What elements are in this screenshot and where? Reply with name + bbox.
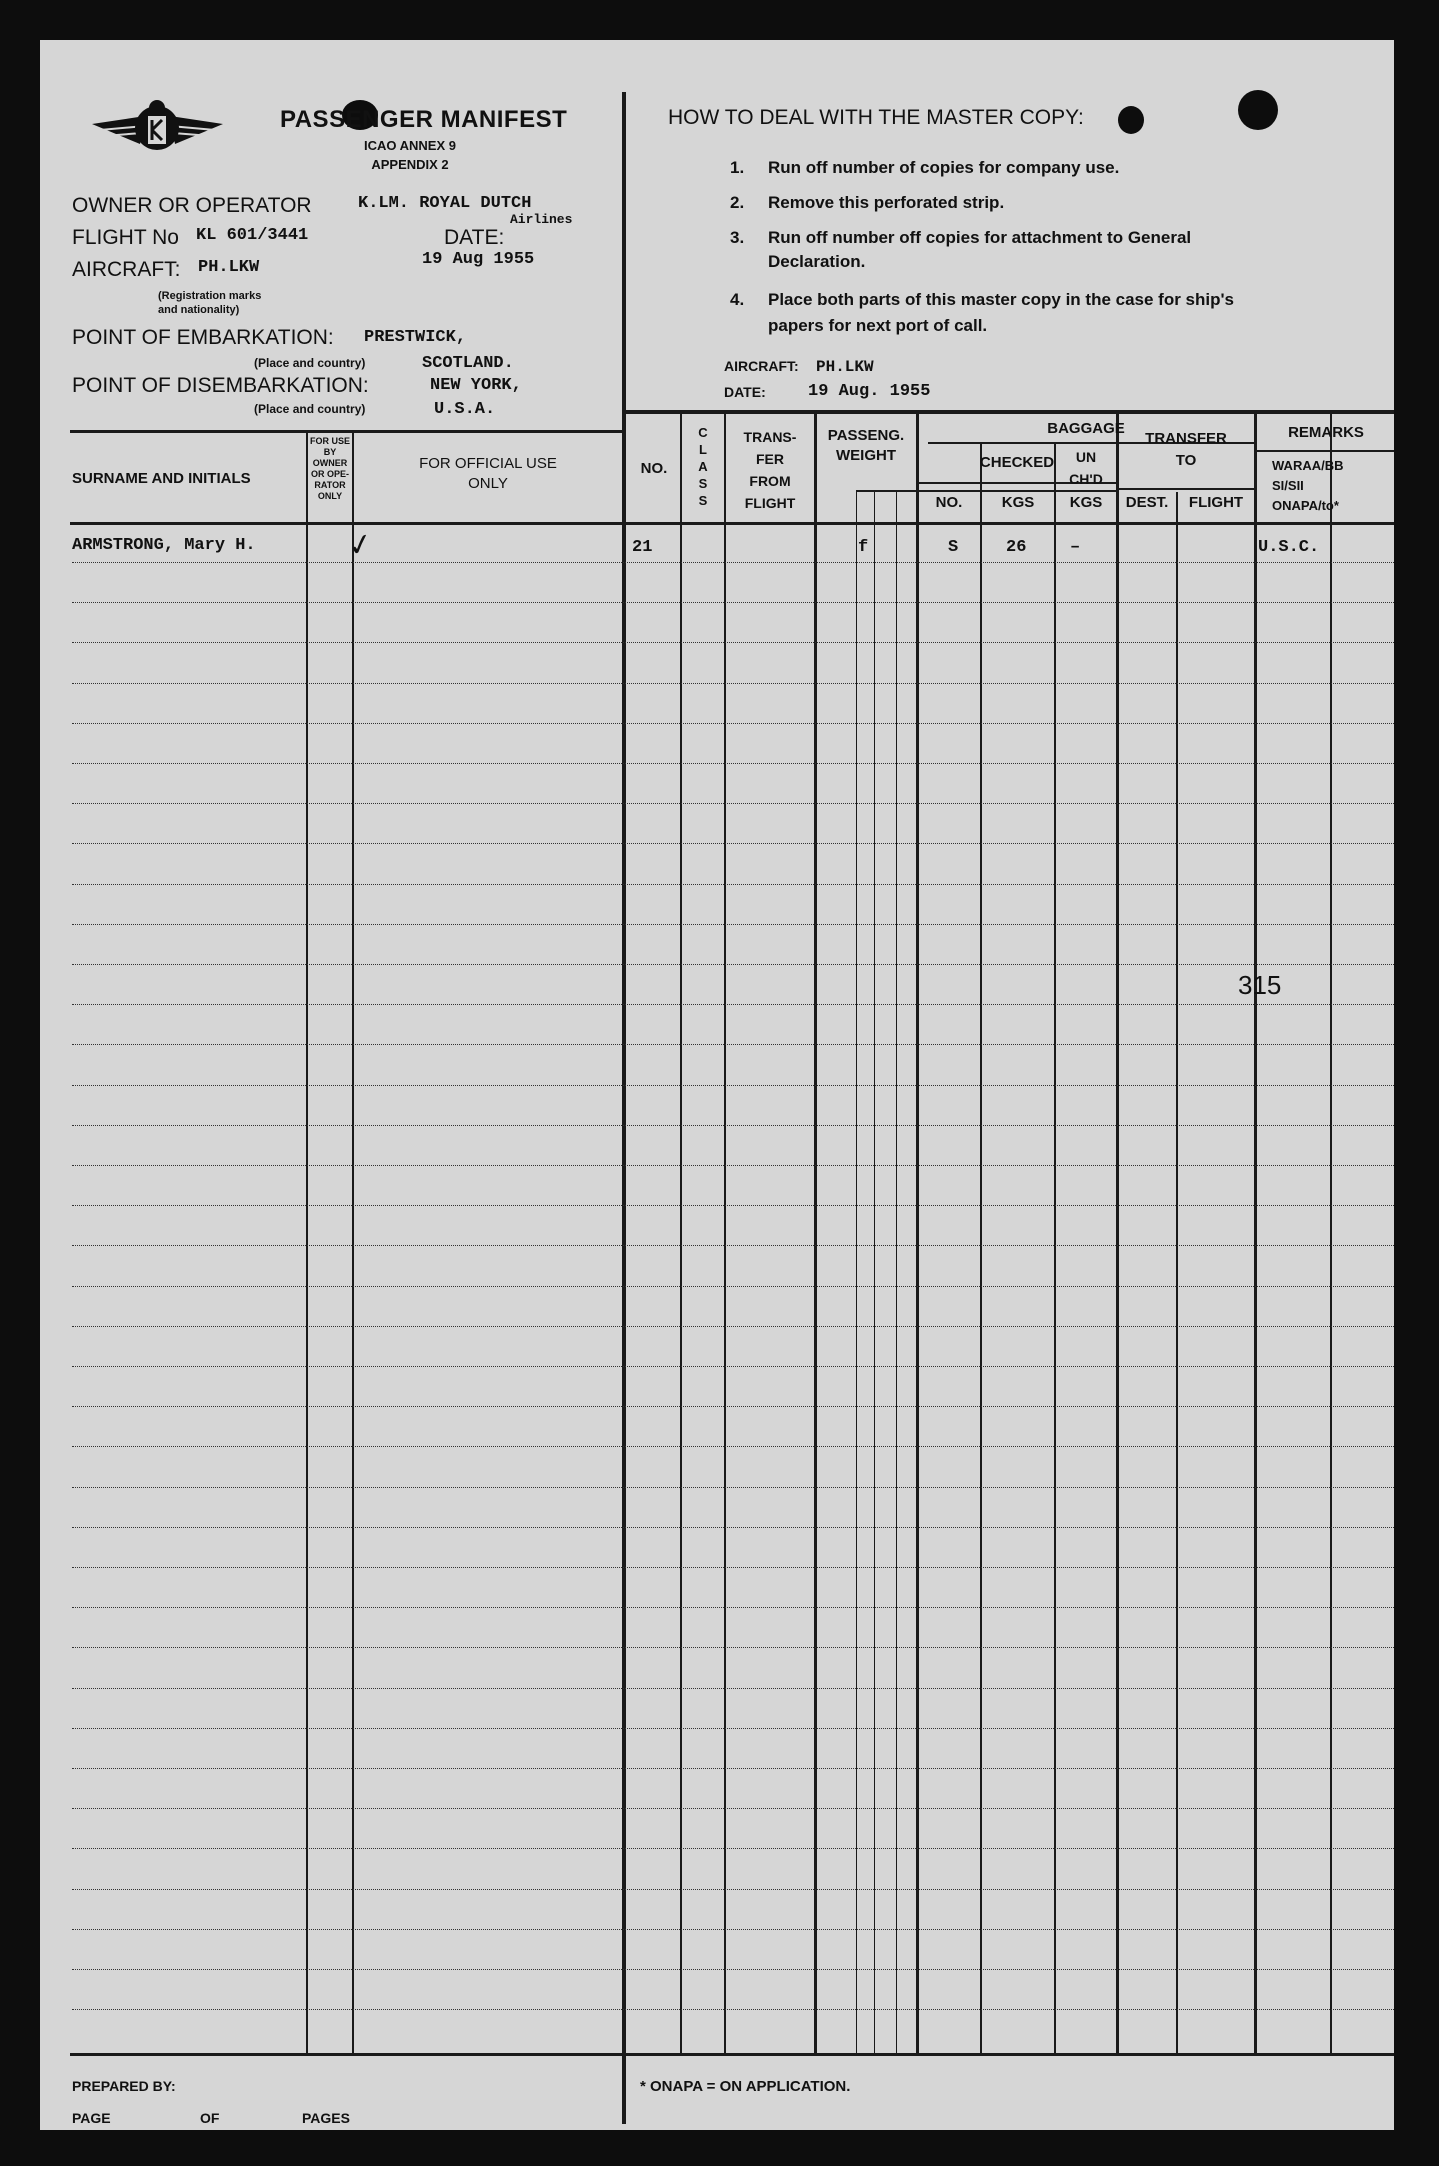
instructions-heading: HOW TO DEAL WITH THE MASTER COPY: (668, 106, 1084, 129)
disembark-value: NEW YORK, (430, 376, 522, 395)
row-rule (72, 1446, 1394, 1447)
disembark-label: POINT OF DISEMBARKATION: (72, 374, 369, 397)
table-top-rule-left (70, 430, 622, 433)
onapa-note: * ONAPA = ON APPLICATION. (640, 2078, 851, 2095)
row-rule (72, 1527, 1394, 1528)
col-header-flight: FLIGHT (1188, 494, 1244, 511)
column-divider (874, 492, 875, 2054)
embark-value: PRESTWICK, (364, 328, 467, 347)
col-header-bag-kgs: KGS (1001, 494, 1035, 511)
date-value: 19 Aug 1955 (422, 250, 535, 269)
column-divider (856, 492, 857, 2054)
column-divider (352, 431, 354, 2054)
owner-value: K.LM. ROYAL DUTCH (358, 194, 532, 213)
strip-date-value: 19 Aug. 1955 (808, 382, 931, 401)
manifest-sheet (40, 40, 1394, 2130)
baggage-kgs: 26 (1006, 538, 1027, 557)
row-rule (72, 1647, 1394, 1648)
instruction-text: Run off number off copies for attachment to General (768, 228, 1192, 247)
header-bottom-rule (70, 522, 1394, 525)
col-header-remarks-sub: WARAA/BB SI/SII ONAPA/to* (1272, 458, 1344, 513)
annex-label: ICAO ANNEX 9 (364, 138, 456, 153)
aircraft-value: PH.LKW (198, 258, 260, 277)
registration-note: and nationality) (158, 304, 240, 316)
col-header-class: C L A S S (698, 425, 708, 508)
instruction-num: 3. (730, 228, 745, 247)
owner-label: OWNER OR OPERATOR (72, 194, 312, 217)
instruction-text: Remove this perforated strip. (768, 193, 1005, 212)
flight-value: KL 601/3441 (196, 226, 309, 245)
punch-hole (1238, 90, 1278, 130)
owner-value-2: Airlines (510, 212, 573, 227)
unchecked-kgs: – (1070, 538, 1081, 557)
row-rule (72, 602, 1394, 603)
instruction-num: 2. (730, 193, 745, 212)
aircraft-label: AIRCRAFT: (72, 258, 181, 281)
row-rule (72, 642, 1394, 643)
col-header-dest: DEST. (1125, 494, 1169, 511)
passenger-weight: f (858, 538, 869, 557)
col-header-transfer-to: TRANSFER TO (1145, 430, 1227, 469)
margin-note: 315 (1238, 970, 1282, 1000)
row-rule (72, 1487, 1394, 1488)
row-rule (72, 683, 1394, 684)
row-rule (72, 2009, 1394, 2010)
col-header-unchd: UN CH'D (1069, 449, 1103, 487)
passenger-no: 21 (632, 538, 653, 557)
column-divider (896, 492, 897, 2054)
table-top-rule (626, 410, 1394, 414)
row-rule (72, 924, 1394, 925)
col-header-surname: SURNAME AND INITIALS (72, 470, 251, 487)
instruction-text: papers for next port of call. (768, 316, 988, 335)
row-rule (72, 1165, 1394, 1166)
instruction-text: Place both parts of this master copy in the case for ship's (768, 290, 1234, 309)
row-rule (72, 723, 1394, 724)
remarks-subrule (1256, 450, 1394, 452)
pages-label: PAGES (302, 2110, 350, 2126)
col-header-no: NO. (640, 460, 668, 477)
row-rule (72, 1889, 1394, 1890)
passenger-name: ARMSTRONG, Mary H. (72, 536, 256, 555)
perforation-divider (622, 92, 626, 2124)
of-label: OF (200, 2110, 220, 2126)
col-header-for-use: FOR USE BY OWNER OR OPE- RATOR ONLY (309, 436, 350, 501)
appendix-label: APPENDIX 2 (371, 157, 449, 172)
row-rule (72, 1848, 1394, 1849)
row-rule (72, 1808, 1394, 1809)
page-label: PAGE (72, 2110, 111, 2126)
row-rule (72, 1205, 1394, 1206)
embark-note: (Place and country) (254, 356, 366, 370)
row-rule (72, 1245, 1394, 1246)
row-rule (72, 1688, 1394, 1689)
transfer-subrule (1118, 488, 1254, 490)
column-divider (980, 444, 982, 2054)
embark-country: SCOTLAND. (422, 354, 514, 373)
date-label: DATE: (444, 226, 505, 249)
page-title: PASSENGER MANIFEST (280, 106, 568, 133)
row-rule (72, 1607, 1394, 1608)
footer-top-rule (70, 2053, 1394, 2056)
row-rule (72, 1768, 1394, 1769)
row-rule (72, 1969, 1394, 1970)
punch-hole (1118, 106, 1144, 134)
registration-note: (Registration marks (158, 290, 262, 302)
disembark-country: U.S.A. (434, 400, 496, 419)
row-rule (72, 843, 1394, 844)
baggage-no: S (948, 538, 959, 557)
instruction-num: 1. (730, 158, 745, 177)
airline-logo (90, 96, 225, 166)
flight-label: FLIGHT No (72, 226, 179, 249)
col-header-remarks: REMARKS (1288, 424, 1364, 441)
strip-date-label: DATE: (724, 384, 766, 400)
col-header-baggage: BAGGAGE (1047, 420, 1125, 437)
row-rule (72, 1326, 1394, 1327)
col-header-transfer-from: TRANS- FER FROM FLIGHT (743, 429, 797, 511)
strip-aircraft-label: AIRCRAFT: (724, 358, 799, 374)
strip-aircraft-value: PH.LKW (816, 358, 874, 376)
col-header-unchd-kgs: KGS (1069, 494, 1103, 511)
row-rule (72, 1567, 1394, 1568)
disembark-note: (Place and country) (254, 402, 366, 416)
row-rule (72, 1286, 1394, 1287)
row-rule (72, 884, 1394, 885)
row-rule (72, 1085, 1394, 1086)
instruction-text: Run off number of copies for company use. (768, 158, 1120, 177)
column-divider (1054, 444, 1056, 2054)
row-rule (72, 803, 1394, 804)
owner-check-mark: ✓ (344, 526, 377, 565)
column-divider (306, 431, 308, 2054)
col-header-checked: CHECKED (979, 454, 1055, 471)
row-rule (72, 1004, 1394, 1005)
row-rule (72, 562, 1394, 563)
prepared-by-label: PREPARED BY: (72, 2078, 176, 2094)
row-rule (72, 763, 1394, 764)
row-rule (72, 1366, 1394, 1367)
row-rule (72, 1929, 1394, 1930)
embark-label: POINT OF EMBARKATION: (72, 326, 334, 349)
row-rule (72, 1125, 1394, 1126)
column-divider (1176, 492, 1178, 2054)
col-header-weight: PASSENG. WEIGHT (827, 427, 905, 464)
col-header-official: FOR OFFICIAL USE ONLY (419, 455, 557, 492)
col-header-bag-no: NO. (935, 494, 963, 511)
row-rule (72, 1044, 1394, 1045)
row-rule (72, 1406, 1394, 1407)
remarks-value: U.S.C. (1258, 538, 1320, 557)
instruction-text: Declaration. (768, 252, 866, 271)
subheader-rule (856, 490, 1118, 492)
row-rule (72, 964, 1394, 965)
instruction-num: 4. (730, 290, 745, 309)
row-rule (72, 1728, 1394, 1729)
